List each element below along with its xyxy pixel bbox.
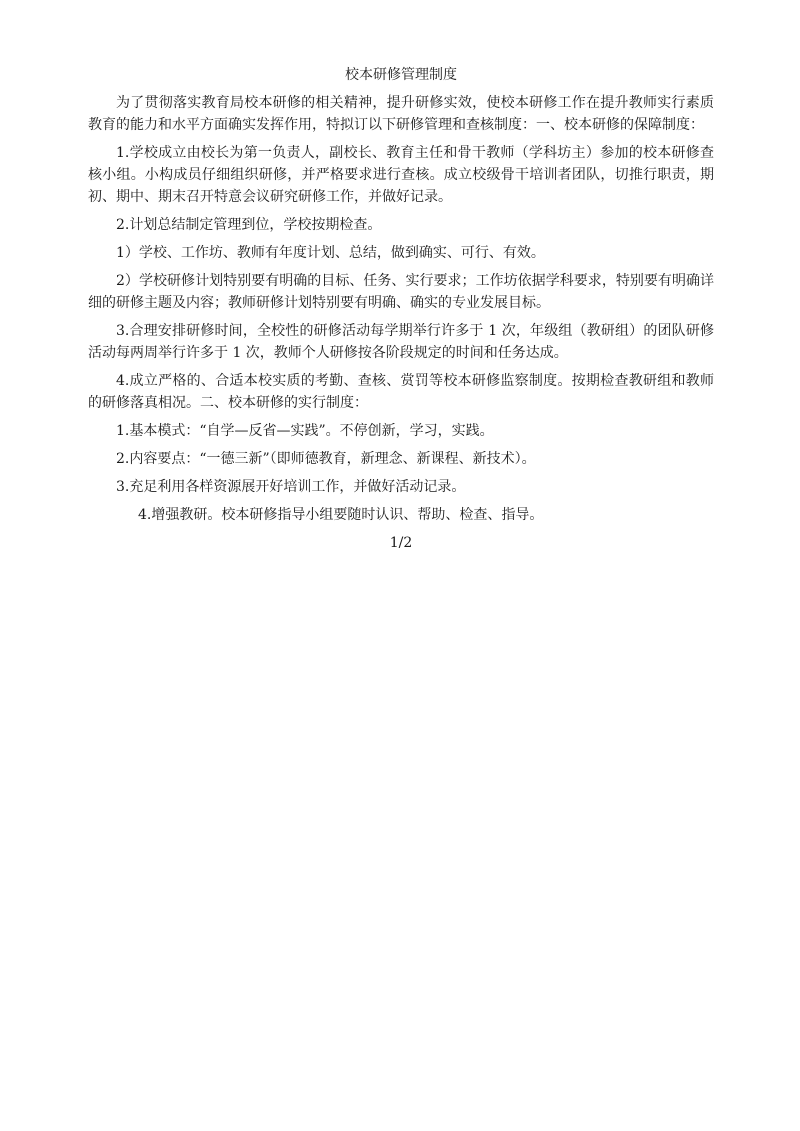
document-title: 校本研修管理制度 [345, 67, 457, 83]
page-number: 1/2 [389, 535, 413, 551]
paragraph-intro: 为了贯彻落实教育局校本研修的相关精神，提升研修实效，使校本研修工作在提升教师实行素质教育的能力和水平方面确实发挥作用，特拟订以下研修管理和查核制度：一、校本研修的保障制度： [88, 95, 714, 133]
document-page [88, 64, 714, 554]
paragraph-subitem-2: 2）学校研修计划特别要有明确的目标、任务、实行要求；工作坊依据学科要求，特别要有明确详细的研修主题及内容；教师研修计划特别要有明确、确实的专业发展目标。 [88, 273, 714, 311]
paragraph-item-2: 2.计划总结制定管理到位，学校按期检查。 [116, 217, 382, 233]
paragraph-subitem-1: 1）学校、工作坊、教师有年度计划、总结，做到确实、可行、有效。 [116, 245, 545, 261]
paragraph-impl-1: 1.基本模式：“自学—反省—实践”。不停创新，学习，实践。 [116, 423, 494, 439]
paragraph-item-1: 1.学校成立由校长为第一负责人，副校长、教育主任和骨干教师（学科坊主）参加的校本研修查核小组。小构成员仔细组织研修，并严格要求进行查核。成立校级骨干培训者团队，切推行职责，期初、期中、期末召开特意会议研究研修工作，并做好记录。 [88, 145, 714, 205]
paragraph-impl-4: 4.增强教研。校本研修指导小组要随时认识、帮助、检查、指导。 [138, 507, 544, 523]
paragraph-item-3: 3.合理安排研修时间，全校性的研修活动每学期举行许多于 1 次，年级组（教研组）的团队研修活动每两周举行许多于 1 次，教师个人研修按各阶段规定的时间和任务达成。 [88, 323, 714, 361]
paragraph-impl-2: 2.内容要点：“一德三新”（即师德教育，新理念、新课程、新技术）。 [116, 451, 536, 467]
paragraph-item-4: 4.成立严格的、合适本校实质的考勤、查核、赏罚等校本研修监察制度。按期检查教研组和教师的研修落真相况。二、校本研修的实行制度： [88, 373, 714, 411]
paragraph-impl-3: 3.充足利用各样资源展开好培训工作，并做好活动记录。 [116, 479, 466, 495]
